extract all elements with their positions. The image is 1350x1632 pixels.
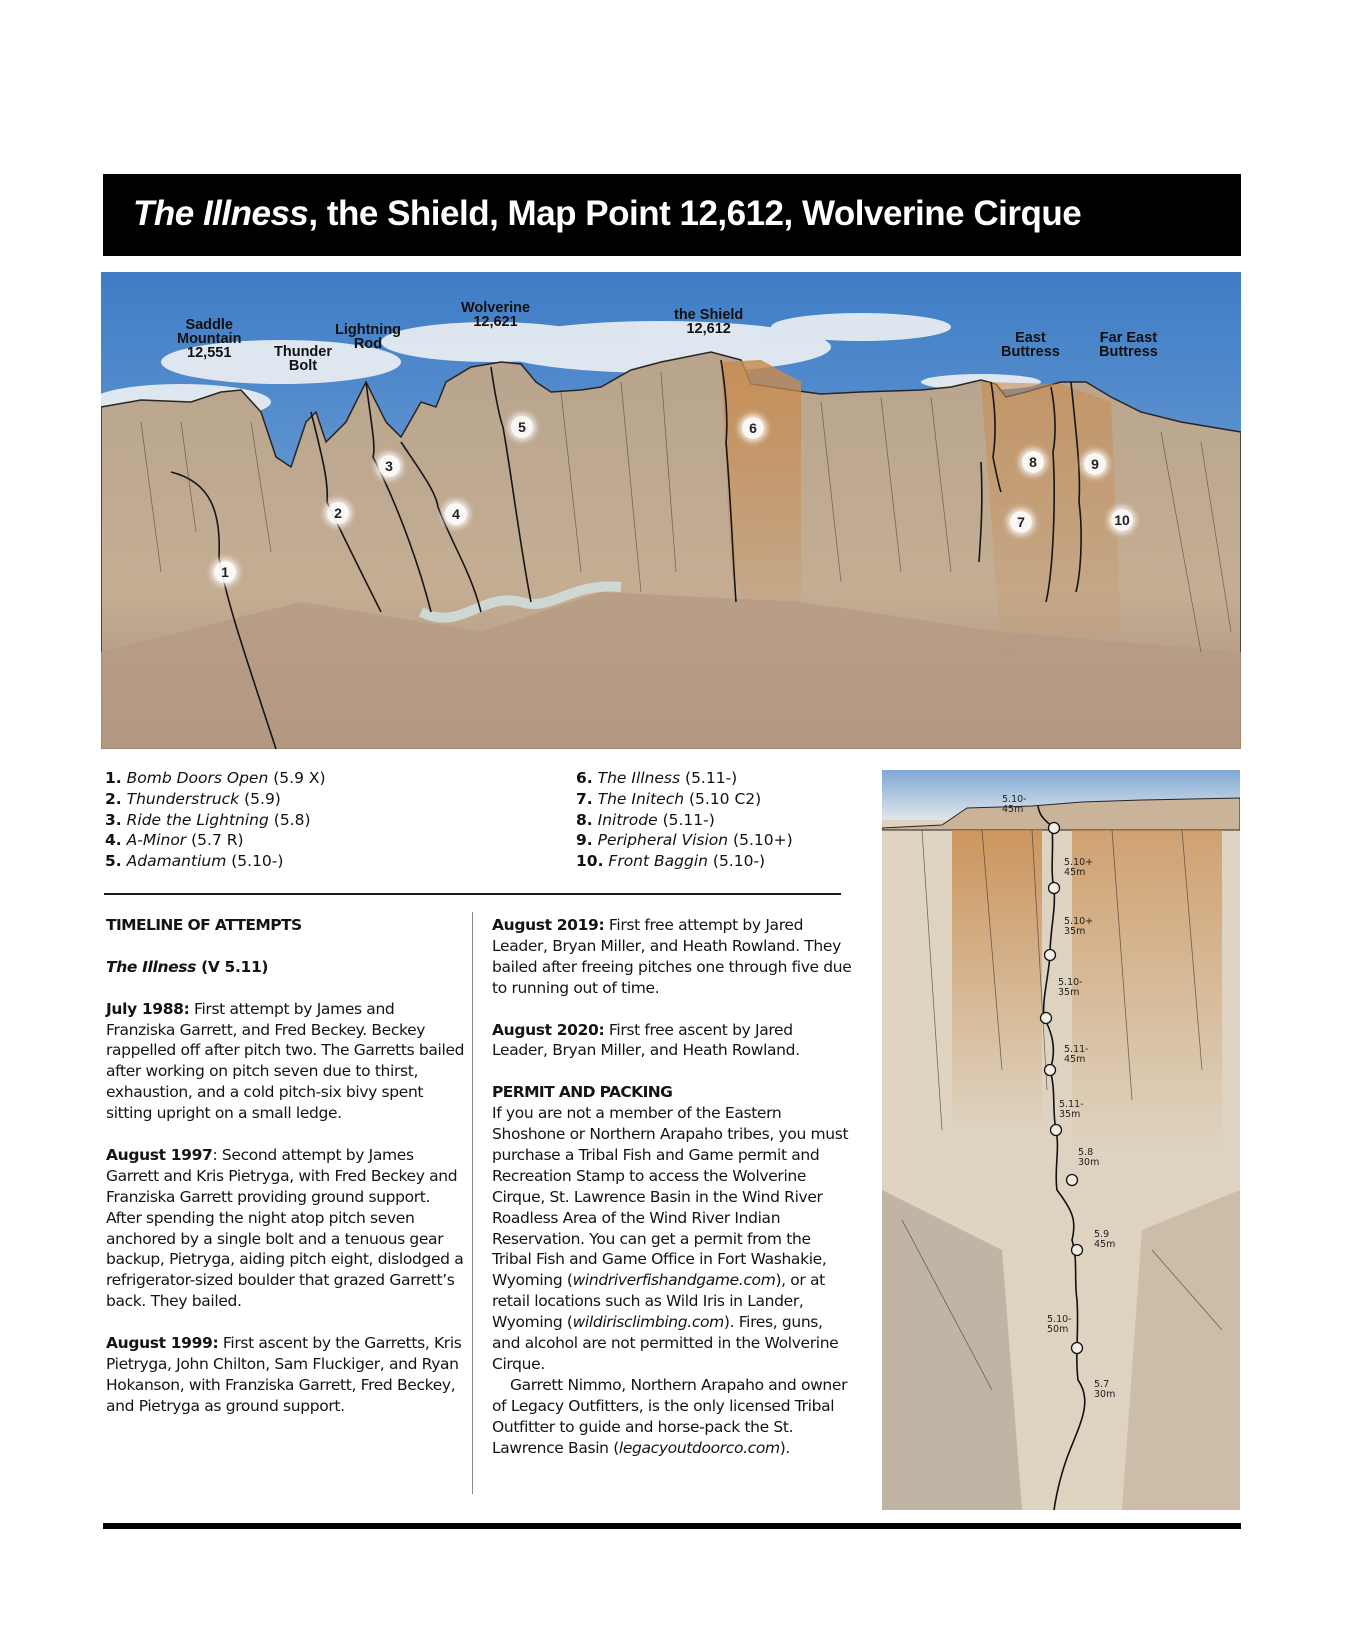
panorama-drawing (101, 272, 1241, 749)
belay-station (1067, 1175, 1078, 1186)
title-bar (103, 174, 1241, 256)
route-marker-5: 5 (511, 416, 533, 438)
link-windriverfishandgame: windriverfishandgame.com (572, 1271, 776, 1290)
route-legend-item: 9. Peripheral Vision (5.10+) (576, 831, 793, 850)
peak-label-saddle-mountain: Saddle Mountain 12,551 (177, 317, 242, 361)
timeline-entry-1997: August 1997: Second attempt by James Garrett and Kris Pietryga, with Fred Beckey and Franziska Garrett providing ground support. After spending the night atop pitch seven anchored by a single bolt and a tenuous gear backup, Pietryga, aiding pitch eight, dislodged a refrigerator-sized boulder that grazed Garrett’s back. They bailed. (106, 1145, 464, 1311)
route-marker-4: 4 (445, 503, 467, 525)
title-route-name: The Illness (133, 194, 309, 233)
permit-heading: PERMIT AND PACKING (492, 1083, 673, 1102)
timeline-route-title: The Illness (V 5.11) (106, 957, 269, 976)
peak-label-far-east-buttress: Far East Buttress (1099, 330, 1158, 360)
route-marker-10: 10 (1111, 509, 1133, 531)
route-legend-item: 5. Adamantium (5.10-) (105, 852, 284, 871)
pitch-label-4: 5.8 30m (1078, 1147, 1100, 1168)
pitch-label-7: 5.10- 35m (1058, 977, 1083, 998)
belay-station (1045, 1065, 1056, 1076)
link-legacyoutdoorco: legacyoutdoorco.com (618, 1438, 780, 1457)
bottom-rule (103, 1523, 1241, 1529)
topo-drawing (882, 770, 1240, 1510)
belay-station (1041, 1013, 1052, 1024)
route-legend-item: 6. The Illness (5.11-) (576, 769, 738, 787)
peak-label-the-shield: the Shield 12,612 (674, 307, 744, 337)
pitch-label-2: 5.10- 50m (1047, 1314, 1072, 1335)
belay-station (1051, 1125, 1062, 1136)
cirque-panorama-illustration (101, 272, 1241, 749)
route-legend-item: 7. The Initech (5.10 C2) (576, 789, 762, 808)
route-legend-right (576, 768, 793, 872)
route-marker-1: 1 (214, 561, 236, 583)
belay-station (1049, 823, 1060, 834)
peak-label-lightning-rod: Lightning Rod (335, 322, 402, 352)
page-title (133, 194, 1081, 234)
pitch-label-1: 5.7 30m (1094, 1379, 1116, 1400)
belay-station (1049, 883, 1060, 894)
section-divider (104, 893, 841, 895)
route-legend-item: 8. Initrode (5.11-) (576, 810, 715, 829)
route-legend-item: 1. Bomb Doors Open (5.9 X) (105, 769, 326, 787)
route-legend-item: 4. A-Minor (5.7 R) (105, 831, 244, 850)
timeline-entry-2019: August 2019: First free attempt by Jared Leader, Bryan Miller, and Heath Rowland. They bailed after freeing pitches one through five due to running out of time. (492, 916, 852, 997)
permit-paragraph: If you are not a member of the Eastern Shoshone or Northern Arapaho tribes, you must purchase a Tribal Fish and Game permit and Recreation Stamp to access the Wolverine Cirque, St. Lawrence Basin in the Wind River Roadless Area of the Wind River Indian Reservation. You can get a permit from the Tribal Fish and Game Office in Fort Washakie, Wyoming (windriverfishandgame.com), or at retail locations such as Wild Iris in Lander, Wyoming (wildirisclimbing.com). Fires, guns, and alcohol are not permitted in the Wolverine Cirque. (492, 1104, 849, 1373)
shield-rust-face (721, 360, 801, 612)
topo-rust-right (1072, 830, 1222, 1150)
permit-column (492, 915, 852, 1459)
topo-rust-left (952, 830, 1042, 1130)
peak-label-wolverine: Wolverine 12,621 (461, 300, 531, 330)
pitch-label-6: 5.11- 45m (1064, 1044, 1089, 1065)
pitch-label-10: 5.10- 45m (1002, 794, 1027, 815)
timeline-column (106, 915, 466, 1417)
timeline-entry-2020: August 2020: First free ascent by Jared Leader, Bryan Miller, and Heath Rowland. (492, 1020, 800, 1060)
route-marker-2: 2 (327, 502, 349, 524)
pitch-label-8: 5.10+ 35m (1064, 916, 1094, 937)
timeline-heading: TIMELINE OF ATTEMPTS (106, 916, 302, 934)
pitch-label-5: 5.11- 35m (1059, 1099, 1084, 1120)
belay-station (1045, 950, 1056, 961)
title-location: , the Shield, Map Point 12,612, Wolverine Cirque (308, 194, 1082, 233)
belay-station (1072, 1343, 1083, 1354)
column-separator (472, 912, 473, 1494)
route-marker-6: 6 (742, 417, 764, 439)
route-legend-item: 2. Thunderstruck (5.9) (105, 789, 281, 808)
belay-station (1072, 1245, 1083, 1256)
route-marker-9: 9 (1084, 453, 1106, 475)
route-legend-left (105, 768, 326, 872)
pitch-label-9: 5.10+ 45m (1064, 857, 1094, 878)
route-legend-item: 10. Front Baggin (5.10-) (576, 852, 766, 871)
outfitter-paragraph: Garrett Nimmo, Northern Arapaho and owner of Legacy Outfitters, is the only licensed Tribal Outfitter to guide and horse-pack the St. Lawrence Basin (legacyoutdoorco.com). (492, 1375, 848, 1457)
route-marker-3: 3 (378, 455, 400, 477)
pitch-label-3: 5.9 45m (1094, 1229, 1116, 1250)
east-buttress-rust (981, 382, 1121, 652)
peak-label-east-buttress: East Buttress (1001, 330, 1060, 360)
peak-label-thunder-bolt: Thunder Bolt (274, 344, 332, 374)
route-legend-item: 3. Ride the Lightning (5.8) (105, 810, 311, 829)
timeline-entry-1999: August 1999: First ascent by the Garretts, Kris Pietryga, John Chilton, Sam Fluckiger, and Ryan Hokanson, with Franziska Garrett, Fred Beckey, and Pietryga as ground support. (106, 1334, 462, 1415)
timeline-entry-1988: July 1988: First attempt by James and Franziska Garrett, and Fred Beckey. Beckey rappelled off after pitch two. The Garretts bailed after working on pitch seven due to thirst, exhaustion, and a cold pitch-six bivy spent sitting upright on a small ledge. (106, 999, 465, 1123)
route-topo-illustration (882, 770, 1240, 1510)
route-marker-7: 7 (1010, 511, 1032, 533)
link-wildirisclimbing: wildirisclimbing.com (572, 1313, 724, 1332)
route-marker-8: 8 (1022, 451, 1044, 473)
